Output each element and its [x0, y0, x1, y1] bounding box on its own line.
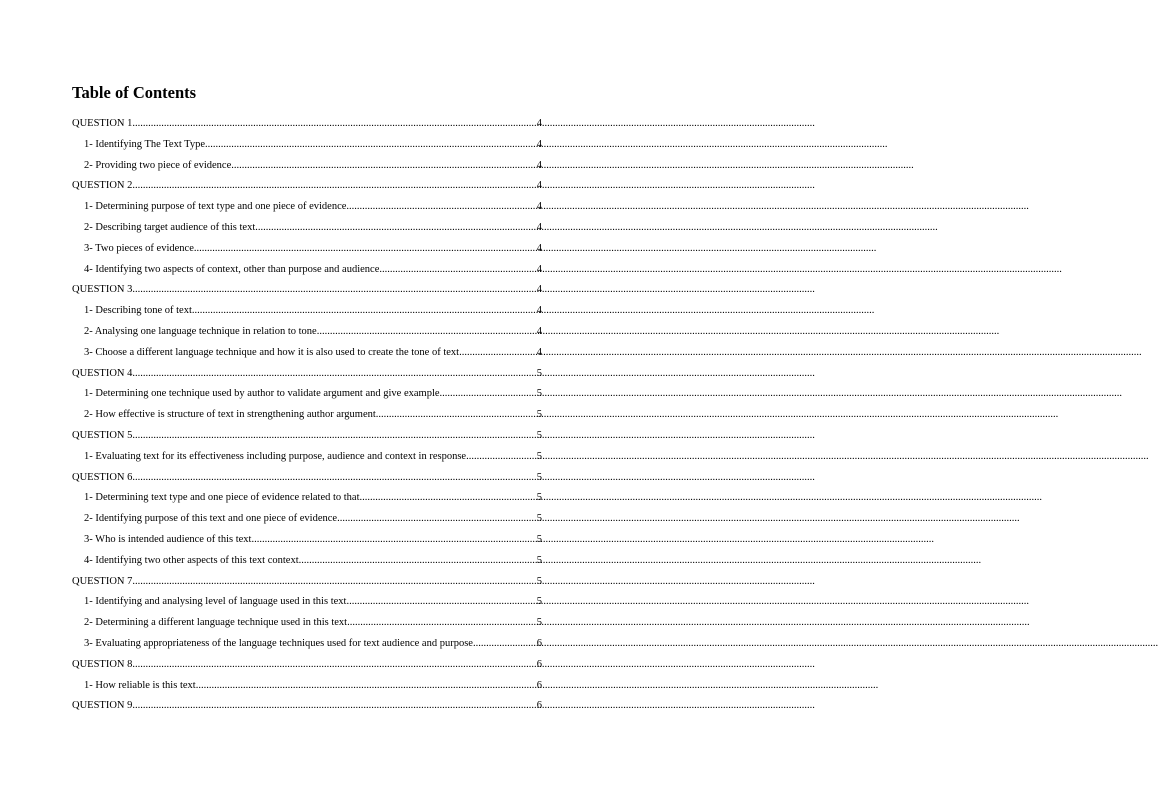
toc-entry-subitem[interactable] [72, 239, 542, 260]
toc-entry-question[interactable] [72, 280, 542, 301]
toc-page-number: 6 [536, 679, 542, 691]
toc-page-number: 5 [536, 492, 542, 504]
toc-entry-text: 2- Describing target audience of this text [84, 221, 256, 233]
toc-dot-leader [194, 239, 536, 260]
toc-entry-text: 1- Evaluating text for its effectiveness including purpose, audience and context in response [84, 450, 467, 462]
toc-dot-leader [132, 280, 535, 301]
toc-page-number: 5 [536, 533, 542, 545]
toc-page-number: 5 [536, 617, 542, 629]
toc-entry-subitem[interactable] [72, 488, 542, 509]
toc-dot-leader [299, 551, 536, 572]
toc-entry-text: QUESTION 5 [72, 429, 133, 441]
toc-entry-question[interactable] [72, 364, 542, 385]
toc-entry-text: 2- Determining a different language technique used in this text [84, 617, 348, 629]
toc-entry-subitem[interactable] [72, 260, 542, 281]
toc-page-number: 6 [536, 700, 542, 712]
toc-entry-subitem[interactable] [72, 218, 542, 239]
toc-page-number: 5 [536, 409, 542, 421]
toc-entry-text: QUESTION 7 [72, 575, 133, 587]
toc-entry-subitem[interactable] [72, 592, 542, 613]
toc-entry-question[interactable] [72, 655, 542, 676]
toc-entry-question[interactable] [72, 176, 542, 197]
toc-page-number: 4 [536, 221, 542, 233]
toc-entry-subitem[interactable] [72, 322, 542, 343]
toc-entry-text: QUESTION 9 [72, 700, 133, 712]
toc-entry-question[interactable] [72, 696, 542, 717]
toc-entry-text: 2- Identifying purpose of this text and one piece of evidence [84, 513, 338, 525]
toc-dot-leader [132, 655, 535, 676]
toc-entry-text: 2- Providing two piece of evidence [84, 159, 232, 171]
toc-page-number: 4 [536, 284, 542, 296]
toc-entry-question[interactable] [72, 572, 542, 593]
toc-page-number: 4 [536, 138, 542, 150]
toc-dot-leader [196, 676, 536, 697]
toc-dot-leader [132, 176, 535, 197]
toc-entry-text: QUESTION 2 [72, 180, 133, 192]
toc-entry-text: 1- Identifying The Text Type [84, 138, 206, 150]
toc-dot-leader [379, 260, 535, 281]
toc-entry-text: 3- Choose a different language technique and how it is also used to create the tone of text [84, 346, 460, 358]
toc-dot-leader [347, 613, 536, 634]
toc-page-number: 4 [536, 263, 542, 275]
toc-entry-text: 4- Identifying two other aspects of this text context [84, 554, 299, 566]
toc-entry-text: QUESTION 3 [72, 284, 133, 296]
toc-entry-subitem[interactable] [72, 509, 542, 530]
toc-dot-leader [376, 405, 536, 426]
toc-page-number: 4 [536, 346, 542, 358]
toc-entry-subitem[interactable] [72, 156, 542, 177]
toc-entry-subitem[interactable] [72, 551, 542, 572]
toc-entry-text: 3- Two pieces of evidence [84, 242, 194, 254]
toc-page-number: 5 [536, 367, 542, 379]
toc-page-number: 5 [536, 388, 542, 400]
toc-entry-text: 3- Evaluating appropriateness of the language techniques used for text audience and purpose. [84, 637, 476, 649]
toc-page-number: 6 [536, 637, 542, 649]
toc-entry-question[interactable] [72, 468, 542, 489]
toc-entry-subitem[interactable] [72, 384, 542, 405]
toc-dot-leader [132, 468, 535, 489]
toc-page-number: 4 [536, 180, 542, 192]
toc-dot-leader [132, 696, 535, 717]
toc-dot-leader [192, 301, 536, 322]
toc-entry-text: QUESTION 4 [72, 367, 133, 379]
toc-dot-leader [459, 343, 536, 364]
toc-entry-text: 1- Identifying and analysing level of language used in this text [84, 596, 347, 608]
toc-entry-text: 2- Analysing one language technique in relation to tone [84, 325, 317, 337]
toc-entry-text: QUESTION 6 [72, 471, 133, 483]
toc-page-number: 5 [536, 429, 542, 441]
toc-dot-leader [337, 509, 536, 530]
toc-entry-subitem[interactable] [72, 135, 542, 156]
toc-page-number: 4 [536, 118, 542, 129]
toc-entry-subitem[interactable] [72, 634, 542, 655]
toc-dot-leader [132, 364, 535, 385]
toc-page-number: 4 [536, 159, 542, 171]
toc-dot-leader [476, 634, 536, 655]
toc-entry-text: 2- How effective is structure of text in strengthening author argument [84, 409, 376, 421]
toc-dot-leader [360, 488, 536, 509]
toc-entry-subitem[interactable] [72, 197, 542, 218]
toc-page-number: 5 [536, 450, 542, 462]
toc-entry-text: 1- How reliable is this text [84, 679, 196, 691]
toc-dot-leader [132, 572, 535, 593]
toc-page-number: 5 [536, 575, 542, 587]
toc-page-number: 5 [536, 554, 542, 566]
toc-list [72, 114, 542, 717]
toc-entry-text: 1- Determining one technique used by author to validate argument and give example [84, 388, 440, 400]
toc-dot-leader [255, 218, 535, 239]
toc-page-number: 5 [536, 513, 542, 525]
toc-entry-subitem[interactable] [72, 530, 542, 551]
toc-page-number: 5 [536, 471, 542, 483]
toc-entry-subitem[interactable] [72, 613, 542, 634]
toc-entry-subitem[interactable] [72, 301, 542, 322]
toc-page-number: 4 [536, 201, 542, 213]
toc-entry-question[interactable] [72, 114, 542, 135]
toc-dot-leader [132, 426, 535, 447]
toc-entry-subitem[interactable] [72, 676, 542, 697]
toc-entry-text: QUESTION 1 [72, 118, 133, 129]
toc-dot-leader [317, 322, 536, 343]
toc-heading: Table of Contents [72, 83, 197, 102]
toc-entry-question[interactable] [72, 426, 542, 447]
toc-entry-text: 4- Identifying two aspects of context, other than purpose and audience [84, 263, 380, 275]
toc-page-number: 4 [536, 242, 542, 254]
toc-entry-text: QUESTION 8 [72, 658, 133, 670]
toc-page-number: 6 [536, 658, 542, 670]
toc-dot-leader [231, 156, 536, 177]
toc-page-number: 5 [536, 596, 542, 608]
toc-dot-leader [346, 197, 535, 218]
toc-entry-text: 1- Describing tone of text [84, 305, 192, 317]
toc-entry-subitem[interactable] [72, 343, 542, 364]
toc-dot-leader [251, 530, 535, 551]
toc-entry-subitem[interactable] [72, 405, 542, 426]
toc-dot-leader [205, 135, 536, 156]
toc-dot-leader [440, 384, 536, 405]
toc-dot-leader [466, 447, 536, 468]
toc-page-number: 4 [536, 305, 542, 317]
toc-entry-text: 1- Determining text type and one piece of evidence related to that [84, 492, 360, 504]
toc-entry-subitem[interactable] [72, 447, 542, 468]
toc-entry-text: 1- Determining purpose of text type and one piece of evidence [84, 201, 347, 213]
toc-entry-text: 3- Who is intended audience of this text [84, 533, 252, 545]
toc-dot-leader [132, 114, 535, 135]
toc-dot-leader [346, 592, 535, 613]
toc-page-number: 4 [536, 325, 542, 337]
